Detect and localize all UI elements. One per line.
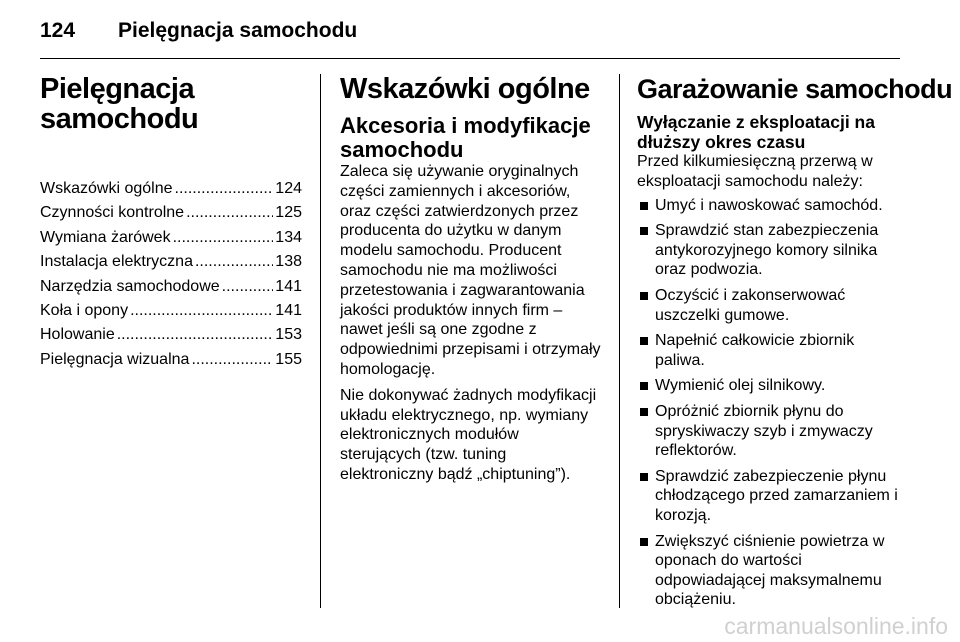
body-paragraph: Nie dokonywać żadnych modyfikacji układu elektrycznego, np. wymiany elektronicznych modułów sterujących (tzw. tuning elektroniczny bądź „chiptuning”).	[340, 386, 597, 483]
toc-entry[interactable]: Narzędzia samochodowe ..... 141	[40, 275, 302, 299]
toc-entry[interactable]: Wymiana żarówek ..... 134	[40, 226, 302, 250]
list-item: Zwiększyć ciśnienie powietrza w oponach do wartości odpowiadającej maksymalnemu obciążeniu.	[637, 532, 899, 610]
general-notes-column	[340, 66, 602, 485]
column-divider	[320, 74, 321, 608]
toc-entry[interactable]: Czynności kontrolne ..... 125	[40, 201, 302, 225]
running-title: Pielęgnacja samochodu	[118, 19, 358, 42]
subsection-title: Akcesoria i modyfikacje samochodu	[340, 113, 591, 162]
bullet-square-icon	[640, 292, 648, 300]
bullet-square-icon	[640, 227, 648, 235]
chapter-title: Pielęgnacja samochodu	[40, 73, 199, 135]
garage-column	[637, 66, 953, 616]
bullet-square-icon	[640, 408, 648, 416]
list-item: Sprawdzić stan zabezpieczenia antykorozyjnego komory silnika oraz podwozia.	[637, 221, 899, 280]
table-of-contents	[40, 177, 302, 372]
header-rule	[40, 58, 900, 59]
list-item: Opróżnić zbiornik płynu do spryskiwaczy szyb i zmywaczy reflektorów.	[637, 402, 899, 461]
body-paragraph: Zaleca się używanie oryginalnych części zamiennych i akcesoriów, oraz części zatwierdzonych przez producenta do użytku w danym modelu samochodu. Producent samochodu nie ma możliwości przetestowania i zagwarantowania jakości produktów innych firm – nawet jeśli są one zgodne z odpowiednimi przepisami i otrzymały homologację.	[340, 163, 601, 378]
toc-entry[interactable]: Pielęgnacja wizualna ..... 155	[40, 348, 302, 372]
column-divider	[619, 74, 620, 608]
toc-entry[interactable]: Koła i opony ..... 141	[40, 299, 302, 323]
bullet-square-icon	[640, 473, 648, 481]
bullet-square-icon	[640, 337, 648, 345]
toc-column	[40, 66, 302, 372]
list-item: Umyć i nawoskować samochód.	[637, 196, 899, 216]
list-item: Wymienić olej silnikowy.	[637, 376, 899, 396]
section-title: Garażowanie samochodu	[637, 74, 953, 104]
list-item: Oczyścić i zakonserwować uszczelki gumowe.	[637, 286, 899, 325]
list-item: Sprawdzić zabezpieczenie płynu chłodzącego przed zamarzaniem i korozją.	[637, 467, 899, 526]
toc-entry[interactable]: Wskazówki ogólne ..... 124	[40, 177, 302, 201]
page-header	[40, 6, 900, 56]
intro-paragraph: Przed kilkumiesięczną przerwą w eksploatacji samochodu należy:	[637, 153, 873, 190]
bullet-square-icon	[640, 538, 648, 546]
watermark: carmanualsonline.info	[724, 613, 948, 639]
storage-checklist	[637, 196, 899, 610]
bullet-square-icon	[640, 202, 648, 210]
section-title: Wskazówki ogólne	[340, 73, 590, 105]
toc-entry[interactable]: Holowanie ..... 153	[40, 323, 302, 347]
page-number: 124	[40, 19, 76, 42]
bullet-square-icon	[640, 382, 648, 390]
toc-entry[interactable]: Instalacja elektryczna ..... 138	[40, 250, 302, 274]
list-item: Napełnić całkowicie zbiornik paliwa.	[637, 331, 899, 370]
subsection-title: Wyłączanie z eksploatacji na dłuższy okres czasu	[637, 112, 875, 152]
